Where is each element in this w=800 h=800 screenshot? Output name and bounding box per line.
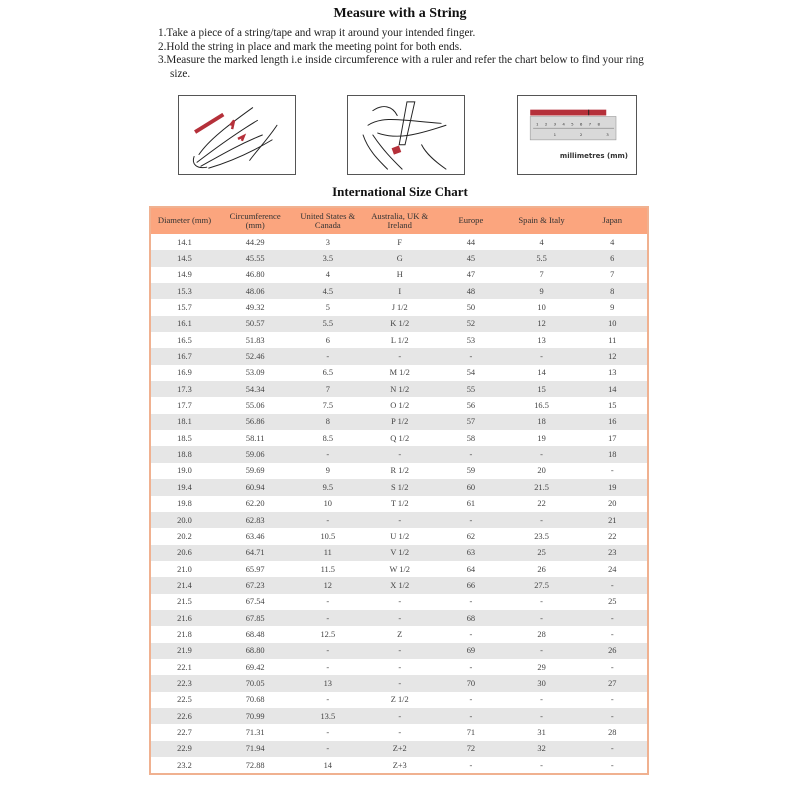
instruction-step: 3.Measure the marked length i.e inside circumference with a ruler and refer the chart below to find your ring size. — [158, 54, 644, 80]
cell-diameter: 18.8 — [151, 446, 218, 462]
cell-spain-italy: 16.5 — [506, 397, 578, 413]
cell-circumference: 70.68 — [218, 692, 292, 708]
cell-us-canada: 10.5 — [292, 528, 363, 544]
cell-japan: - — [578, 626, 647, 642]
cell-us-canada: 14 — [292, 757, 363, 773]
page-title: Measure with a String — [333, 6, 467, 21]
cell-diameter: 14.9 — [151, 267, 218, 283]
cell-australia-uk: - — [363, 348, 436, 364]
ruler-icon — [518, 96, 636, 174]
cell-diameter: 16.7 — [151, 348, 218, 364]
cell-us-canada: - — [292, 659, 363, 675]
cell-circumference: 53.09 — [218, 365, 292, 381]
cell-spain-italy: 18 — [506, 414, 578, 430]
cell-diameter: 22.6 — [151, 708, 218, 724]
cell-japan: 27 — [578, 675, 647, 691]
table-row — [151, 626, 647, 642]
cell-spain-italy: 29 — [506, 659, 578, 675]
cell-japan: - — [578, 659, 647, 675]
cell-circumference: 60.94 — [218, 479, 292, 495]
cell-us-canada: 12.5 — [292, 626, 363, 642]
cell-circumference: 70.99 — [218, 708, 292, 724]
cell-australia-uk: F — [363, 234, 436, 250]
cell-japan: - — [578, 610, 647, 626]
cell-circumference: 44.29 — [218, 234, 292, 250]
cell-diameter: 14.1 — [151, 234, 218, 250]
cell-us-canada: 13 — [292, 675, 363, 691]
cell-diameter: 22.9 — [151, 741, 218, 757]
cell-japan: - — [578, 741, 647, 757]
svg-text:2: 2 — [544, 121, 548, 127]
cell-spain-italy: 14 — [506, 365, 578, 381]
cell-australia-uk: M 1/2 — [363, 365, 436, 381]
cell-us-canada: 10 — [292, 496, 363, 512]
column-header-japan: Japan — [578, 208, 647, 234]
cell-circumference: 68.48 — [218, 626, 292, 642]
svg-text:2: 2 — [579, 131, 583, 137]
cell-us-canada: 11.5 — [292, 561, 363, 577]
table-row — [151, 430, 647, 446]
cell-diameter: 21.5 — [151, 594, 218, 610]
cell-europe: 48 — [436, 283, 505, 299]
cell-diameter: 20.0 — [151, 512, 218, 528]
cell-spain-italy: 13 — [506, 332, 578, 348]
cell-circumference: 67.85 — [218, 610, 292, 626]
cell-circumference: 51.83 — [218, 332, 292, 348]
cell-circumference: 54.34 — [218, 381, 292, 397]
svg-text:1: 1 — [536, 121, 539, 127]
cell-europe: 66 — [436, 577, 505, 593]
cell-europe: 64 — [436, 561, 505, 577]
table-row — [151, 724, 647, 740]
cell-japan: 26 — [578, 643, 647, 659]
svg-text:7: 7 — [588, 121, 592, 127]
table-row — [151, 446, 647, 462]
table-row — [151, 397, 647, 413]
table-row — [151, 545, 647, 561]
cell-europe: 68 — [436, 610, 505, 626]
svg-text:5: 5 — [571, 121, 574, 127]
cell-australia-uk: Z — [363, 626, 436, 642]
cell-circumference: 45.55 — [218, 250, 292, 266]
cell-spain-italy: 26 — [506, 561, 578, 577]
cell-australia-uk: N 1/2 — [363, 381, 436, 397]
cell-europe: 62 — [436, 528, 505, 544]
cell-circumference: 67.54 — [218, 594, 292, 610]
cell-spain-italy: 22 — [506, 496, 578, 512]
cell-spain-italy: 20 — [506, 463, 578, 479]
cell-us-canada: - — [292, 512, 363, 528]
column-header-circumference: Circumference (mm) — [218, 208, 292, 234]
table-row — [151, 365, 647, 381]
cell-circumference: 59.69 — [218, 463, 292, 479]
instruction-step: 1.Take a piece of a string/tape and wrap it around your intended finger. — [158, 27, 476, 39]
cell-australia-uk: Z 1/2 — [363, 692, 436, 708]
hand-with-string-icon — [179, 96, 295, 174]
cell-japan: 16 — [578, 414, 647, 430]
svg-text:8: 8 — [597, 121, 600, 127]
cell-australia-uk: X 1/2 — [363, 577, 436, 593]
cell-diameter: 15.3 — [151, 283, 218, 299]
cell-japan: 22 — [578, 528, 647, 544]
cell-japan: 7 — [578, 267, 647, 283]
cell-spain-italy: 7 — [506, 267, 578, 283]
cell-spain-italy: - — [506, 348, 578, 364]
cell-circumference: 52.46 — [218, 348, 292, 364]
chart-title: International Size Chart — [332, 184, 468, 199]
cell-japan: 24 — [578, 561, 647, 577]
cell-diameter: 16.1 — [151, 316, 218, 332]
cell-australia-uk: P 1/2 — [363, 414, 436, 430]
cell-diameter: 22.1 — [151, 659, 218, 675]
cell-spain-italy: 27.5 — [506, 577, 578, 593]
table-row — [151, 561, 647, 577]
cell-japan: 20 — [578, 496, 647, 512]
svg-text:6: 6 — [579, 121, 583, 127]
cell-circumference: 71.94 — [218, 741, 292, 757]
table-row — [151, 250, 647, 266]
cell-circumference: 48.06 — [218, 283, 292, 299]
cell-us-canada: 9.5 — [292, 479, 363, 495]
cell-us-canada: 7 — [292, 381, 363, 397]
cell-japan: - — [578, 577, 647, 593]
cell-europe: 45 — [436, 250, 505, 266]
cell-australia-uk: - — [363, 643, 436, 659]
cell-europe: 50 — [436, 299, 505, 315]
cell-japan: - — [578, 463, 647, 479]
cell-spain-italy: 4 — [506, 234, 578, 250]
cell-us-canada: 4 — [292, 267, 363, 283]
cell-europe: 71 — [436, 724, 505, 740]
cell-europe: 69 — [436, 643, 505, 659]
cell-australia-uk: L 1/2 — [363, 332, 436, 348]
cell-circumference: 62.20 — [218, 496, 292, 512]
cell-australia-uk: R 1/2 — [363, 463, 436, 479]
cell-diameter: 23.2 — [151, 757, 218, 773]
cell-spain-italy: - — [506, 610, 578, 626]
size-chart-table — [149, 206, 649, 775]
cell-spain-italy: 19 — [506, 430, 578, 446]
cell-japan: 18 — [578, 446, 647, 462]
cell-us-canada: 5.5 — [292, 316, 363, 332]
cell-spain-italy: 32 — [506, 741, 578, 757]
table-row — [151, 479, 647, 495]
cell-japan: - — [578, 692, 647, 708]
table-row — [151, 348, 647, 364]
cell-diameter: 15.7 — [151, 299, 218, 315]
cell-diameter: 20.6 — [151, 545, 218, 561]
cell-australia-uk: W 1/2 — [363, 561, 436, 577]
cell-australia-uk: H — [363, 267, 436, 283]
table-row — [151, 594, 647, 610]
cell-diameter: 21.9 — [151, 643, 218, 659]
table-row — [151, 299, 647, 315]
cell-diameter: 22.5 — [151, 692, 218, 708]
cell-japan: 13 — [578, 365, 647, 381]
cell-us-canada: 7.5 — [292, 397, 363, 413]
svg-text:4: 4 — [562, 121, 565, 127]
cell-europe: 70 — [436, 675, 505, 691]
table-row — [151, 512, 647, 528]
cell-us-canada: - — [292, 643, 363, 659]
table-row — [151, 528, 647, 544]
table-row — [151, 708, 647, 724]
cell-japan: 10 — [578, 316, 647, 332]
cell-australia-uk: - — [363, 675, 436, 691]
cell-europe: - — [436, 512, 505, 528]
cell-spain-italy: - — [506, 512, 578, 528]
cell-australia-uk: - — [363, 724, 436, 740]
cell-japan: 14 — [578, 381, 647, 397]
wrap-string-illustration — [178, 95, 296, 175]
cell-australia-uk: T 1/2 — [363, 496, 436, 512]
cell-spain-italy: 21.5 — [506, 479, 578, 495]
cell-us-canada: 4.5 — [292, 283, 363, 299]
cell-spain-italy: 15 — [506, 381, 578, 397]
cell-diameter: 19.0 — [151, 463, 218, 479]
cell-japan: 12 — [578, 348, 647, 364]
cell-us-canada: 12 — [292, 577, 363, 593]
table-row — [151, 496, 647, 512]
cell-europe: 56 — [436, 397, 505, 413]
cell-diameter: 20.2 — [151, 528, 218, 544]
cell-europe: 58 — [436, 430, 505, 446]
cell-us-canada: 6 — [292, 332, 363, 348]
cell-europe: - — [436, 659, 505, 675]
cell-us-canada: 11 — [292, 545, 363, 561]
cell-japan: 4 — [578, 234, 647, 250]
cell-diameter: 21.0 — [151, 561, 218, 577]
cell-japan: - — [578, 708, 647, 724]
cell-japan: 25 — [578, 594, 647, 610]
cell-japan: - — [578, 757, 647, 773]
table-row — [151, 692, 647, 708]
ruler-illustration — [517, 95, 637, 175]
cell-us-canada: - — [292, 692, 363, 708]
cell-australia-uk: O 1/2 — [363, 397, 436, 413]
cell-diameter: 16.5 — [151, 332, 218, 348]
cell-diameter: 14.5 — [151, 250, 218, 266]
column-header-europe: Europe — [436, 208, 505, 234]
cell-australia-uk: G — [363, 250, 436, 266]
column-header-diameter: Diameter (mm) — [151, 208, 218, 234]
cell-circumference: 58.11 — [218, 430, 292, 446]
cell-circumference: 71.31 — [218, 724, 292, 740]
cell-europe: 54 — [436, 365, 505, 381]
column-header-us-canada: United States & Canada — [292, 208, 363, 234]
cell-circumference: 55.06 — [218, 397, 292, 413]
instruction-steps — [158, 27, 648, 81]
cell-circumference: 63.46 — [218, 528, 292, 544]
cell-australia-uk: K 1/2 — [363, 316, 436, 332]
cell-japan: 23 — [578, 545, 647, 561]
cell-europe: 59 — [436, 463, 505, 479]
cell-europe: 57 — [436, 414, 505, 430]
cell-australia-uk: - — [363, 594, 436, 610]
cell-us-canada: 9 — [292, 463, 363, 479]
cell-spain-italy: 30 — [506, 675, 578, 691]
cell-diameter: 17.3 — [151, 381, 218, 397]
cell-circumference: 70.05 — [218, 675, 292, 691]
cell-us-canada: - — [292, 348, 363, 364]
mark-point-illustration — [347, 95, 465, 175]
table-row — [151, 283, 647, 299]
cell-australia-uk: V 1/2 — [363, 545, 436, 561]
cell-australia-uk: - — [363, 512, 436, 528]
cell-europe: 55 — [436, 381, 505, 397]
cell-spain-italy: - — [506, 692, 578, 708]
cell-australia-uk: - — [363, 610, 436, 626]
cell-australia-uk: - — [363, 659, 436, 675]
hand-with-pen-icon — [348, 96, 464, 174]
cell-japan: 6 — [578, 250, 647, 266]
cell-japan: 28 — [578, 724, 647, 740]
cell-diameter: 22.7 — [151, 724, 218, 740]
cell-circumference: 56.86 — [218, 414, 292, 430]
svg-text:1: 1 — [553, 131, 557, 137]
cell-spain-italy: - — [506, 643, 578, 659]
cell-circumference: 72.88 — [218, 757, 292, 773]
cell-europe: - — [436, 708, 505, 724]
cell-europe: 53 — [436, 332, 505, 348]
cell-diameter: 18.1 — [151, 414, 218, 430]
ruler-caption: millimetres (mm) — [559, 152, 628, 160]
table-row — [151, 381, 647, 397]
cell-circumference: 65.97 — [218, 561, 292, 577]
cell-japan: 19 — [578, 479, 647, 495]
cell-diameter: 19.4 — [151, 479, 218, 495]
cell-spain-italy: - — [506, 708, 578, 724]
cell-us-canada: 8.5 — [292, 430, 363, 446]
cell-spain-italy: - — [506, 757, 578, 773]
cell-europe: 44 — [436, 234, 505, 250]
cell-japan: 21 — [578, 512, 647, 528]
cell-us-canada: 8 — [292, 414, 363, 430]
cell-us-canada: - — [292, 724, 363, 740]
cell-europe: 47 — [436, 267, 505, 283]
cell-spain-italy: 25 — [506, 545, 578, 561]
cell-diameter: 22.3 — [151, 675, 218, 691]
cell-spain-italy: 9 — [506, 283, 578, 299]
cell-australia-uk: S 1/2 — [363, 479, 436, 495]
cell-diameter: 18.5 — [151, 430, 218, 446]
cell-us-canada: - — [292, 446, 363, 462]
cell-australia-uk: U 1/2 — [363, 528, 436, 544]
cell-europe: 72 — [436, 741, 505, 757]
svg-text:3: 3 — [553, 121, 557, 127]
table-row — [151, 577, 647, 593]
cell-diameter: 21.4 — [151, 577, 218, 593]
cell-diameter: 21.6 — [151, 610, 218, 626]
cell-australia-uk: J 1/2 — [363, 299, 436, 315]
cell-europe: - — [436, 594, 505, 610]
column-header-australia-uk: Australia, UK & Ireland — [363, 208, 436, 234]
cell-us-canada: - — [292, 594, 363, 610]
table-row — [151, 316, 647, 332]
cell-spain-italy: - — [506, 446, 578, 462]
cell-japan: 17 — [578, 430, 647, 446]
table-row — [151, 741, 647, 757]
cell-spain-italy: 28 — [506, 626, 578, 642]
cell-us-canada: 5 — [292, 299, 363, 315]
cell-australia-uk: Z+3 — [363, 757, 436, 773]
cell-circumference: 50.57 — [218, 316, 292, 332]
cell-us-canada: - — [292, 610, 363, 626]
cell-us-canada: 6.5 — [292, 365, 363, 381]
cell-us-canada: - — [292, 741, 363, 757]
cell-australia-uk: - — [363, 708, 436, 724]
cell-australia-uk: Z+2 — [363, 741, 436, 757]
cell-japan: 8 — [578, 283, 647, 299]
cell-diameter: 17.7 — [151, 397, 218, 413]
cell-diameter: 16.9 — [151, 365, 218, 381]
cell-circumference: 46.80 — [218, 267, 292, 283]
instruction-step: 2.Hold the string in place and mark the meeting point for both ends. — [158, 40, 462, 53]
table-row — [151, 267, 647, 283]
table-row — [151, 659, 647, 675]
cell-diameter: 19.8 — [151, 496, 218, 512]
cell-japan: 15 — [578, 397, 647, 413]
cell-spain-italy: - — [506, 594, 578, 610]
cell-japan: 11 — [578, 332, 647, 348]
table-row — [151, 463, 647, 479]
cell-europe: - — [436, 757, 505, 773]
table-row — [151, 414, 647, 430]
cell-australia-uk: Q 1/2 — [363, 430, 436, 446]
cell-us-canada: 3.5 — [292, 250, 363, 266]
cell-europe: - — [436, 446, 505, 462]
cell-circumference: 68.80 — [218, 643, 292, 659]
cell-us-canada: 3 — [292, 234, 363, 250]
cell-europe: - — [436, 626, 505, 642]
cell-circumference: 67.23 — [218, 577, 292, 593]
table-row — [151, 675, 647, 691]
table-row — [151, 332, 647, 348]
table-row — [151, 643, 647, 659]
table-row — [151, 757, 647, 773]
cell-europe: - — [436, 348, 505, 364]
cell-spain-italy: 5.5 — [506, 250, 578, 266]
cell-europe: 52 — [436, 316, 505, 332]
cell-europe: - — [436, 692, 505, 708]
table-row — [151, 610, 647, 626]
table-header-row — [151, 208, 647, 234]
cell-australia-uk: - — [363, 446, 436, 462]
svg-text:3: 3 — [606, 131, 609, 137]
cell-spain-italy: 23.5 — [506, 528, 578, 544]
cell-circumference: 64.71 — [218, 545, 292, 561]
cell-spain-italy: 12 — [506, 316, 578, 332]
cell-circumference: 69.42 — [218, 659, 292, 675]
cell-australia-uk: I — [363, 283, 436, 299]
cell-circumference: 59.06 — [218, 446, 292, 462]
cell-diameter: 21.8 — [151, 626, 218, 642]
cell-japan: 9 — [578, 299, 647, 315]
cell-circumference: 49.32 — [218, 299, 292, 315]
cell-europe: 60 — [436, 479, 505, 495]
cell-europe: 61 — [436, 496, 505, 512]
cell-circumference: 62.83 — [218, 512, 292, 528]
cell-europe: 63 — [436, 545, 505, 561]
cell-us-canada: 13.5 — [292, 708, 363, 724]
cell-spain-italy: 31 — [506, 724, 578, 740]
cell-spain-italy: 10 — [506, 299, 578, 315]
table-row — [151, 234, 647, 250]
column-header-spain-italy: Spain & Italy — [506, 208, 578, 234]
